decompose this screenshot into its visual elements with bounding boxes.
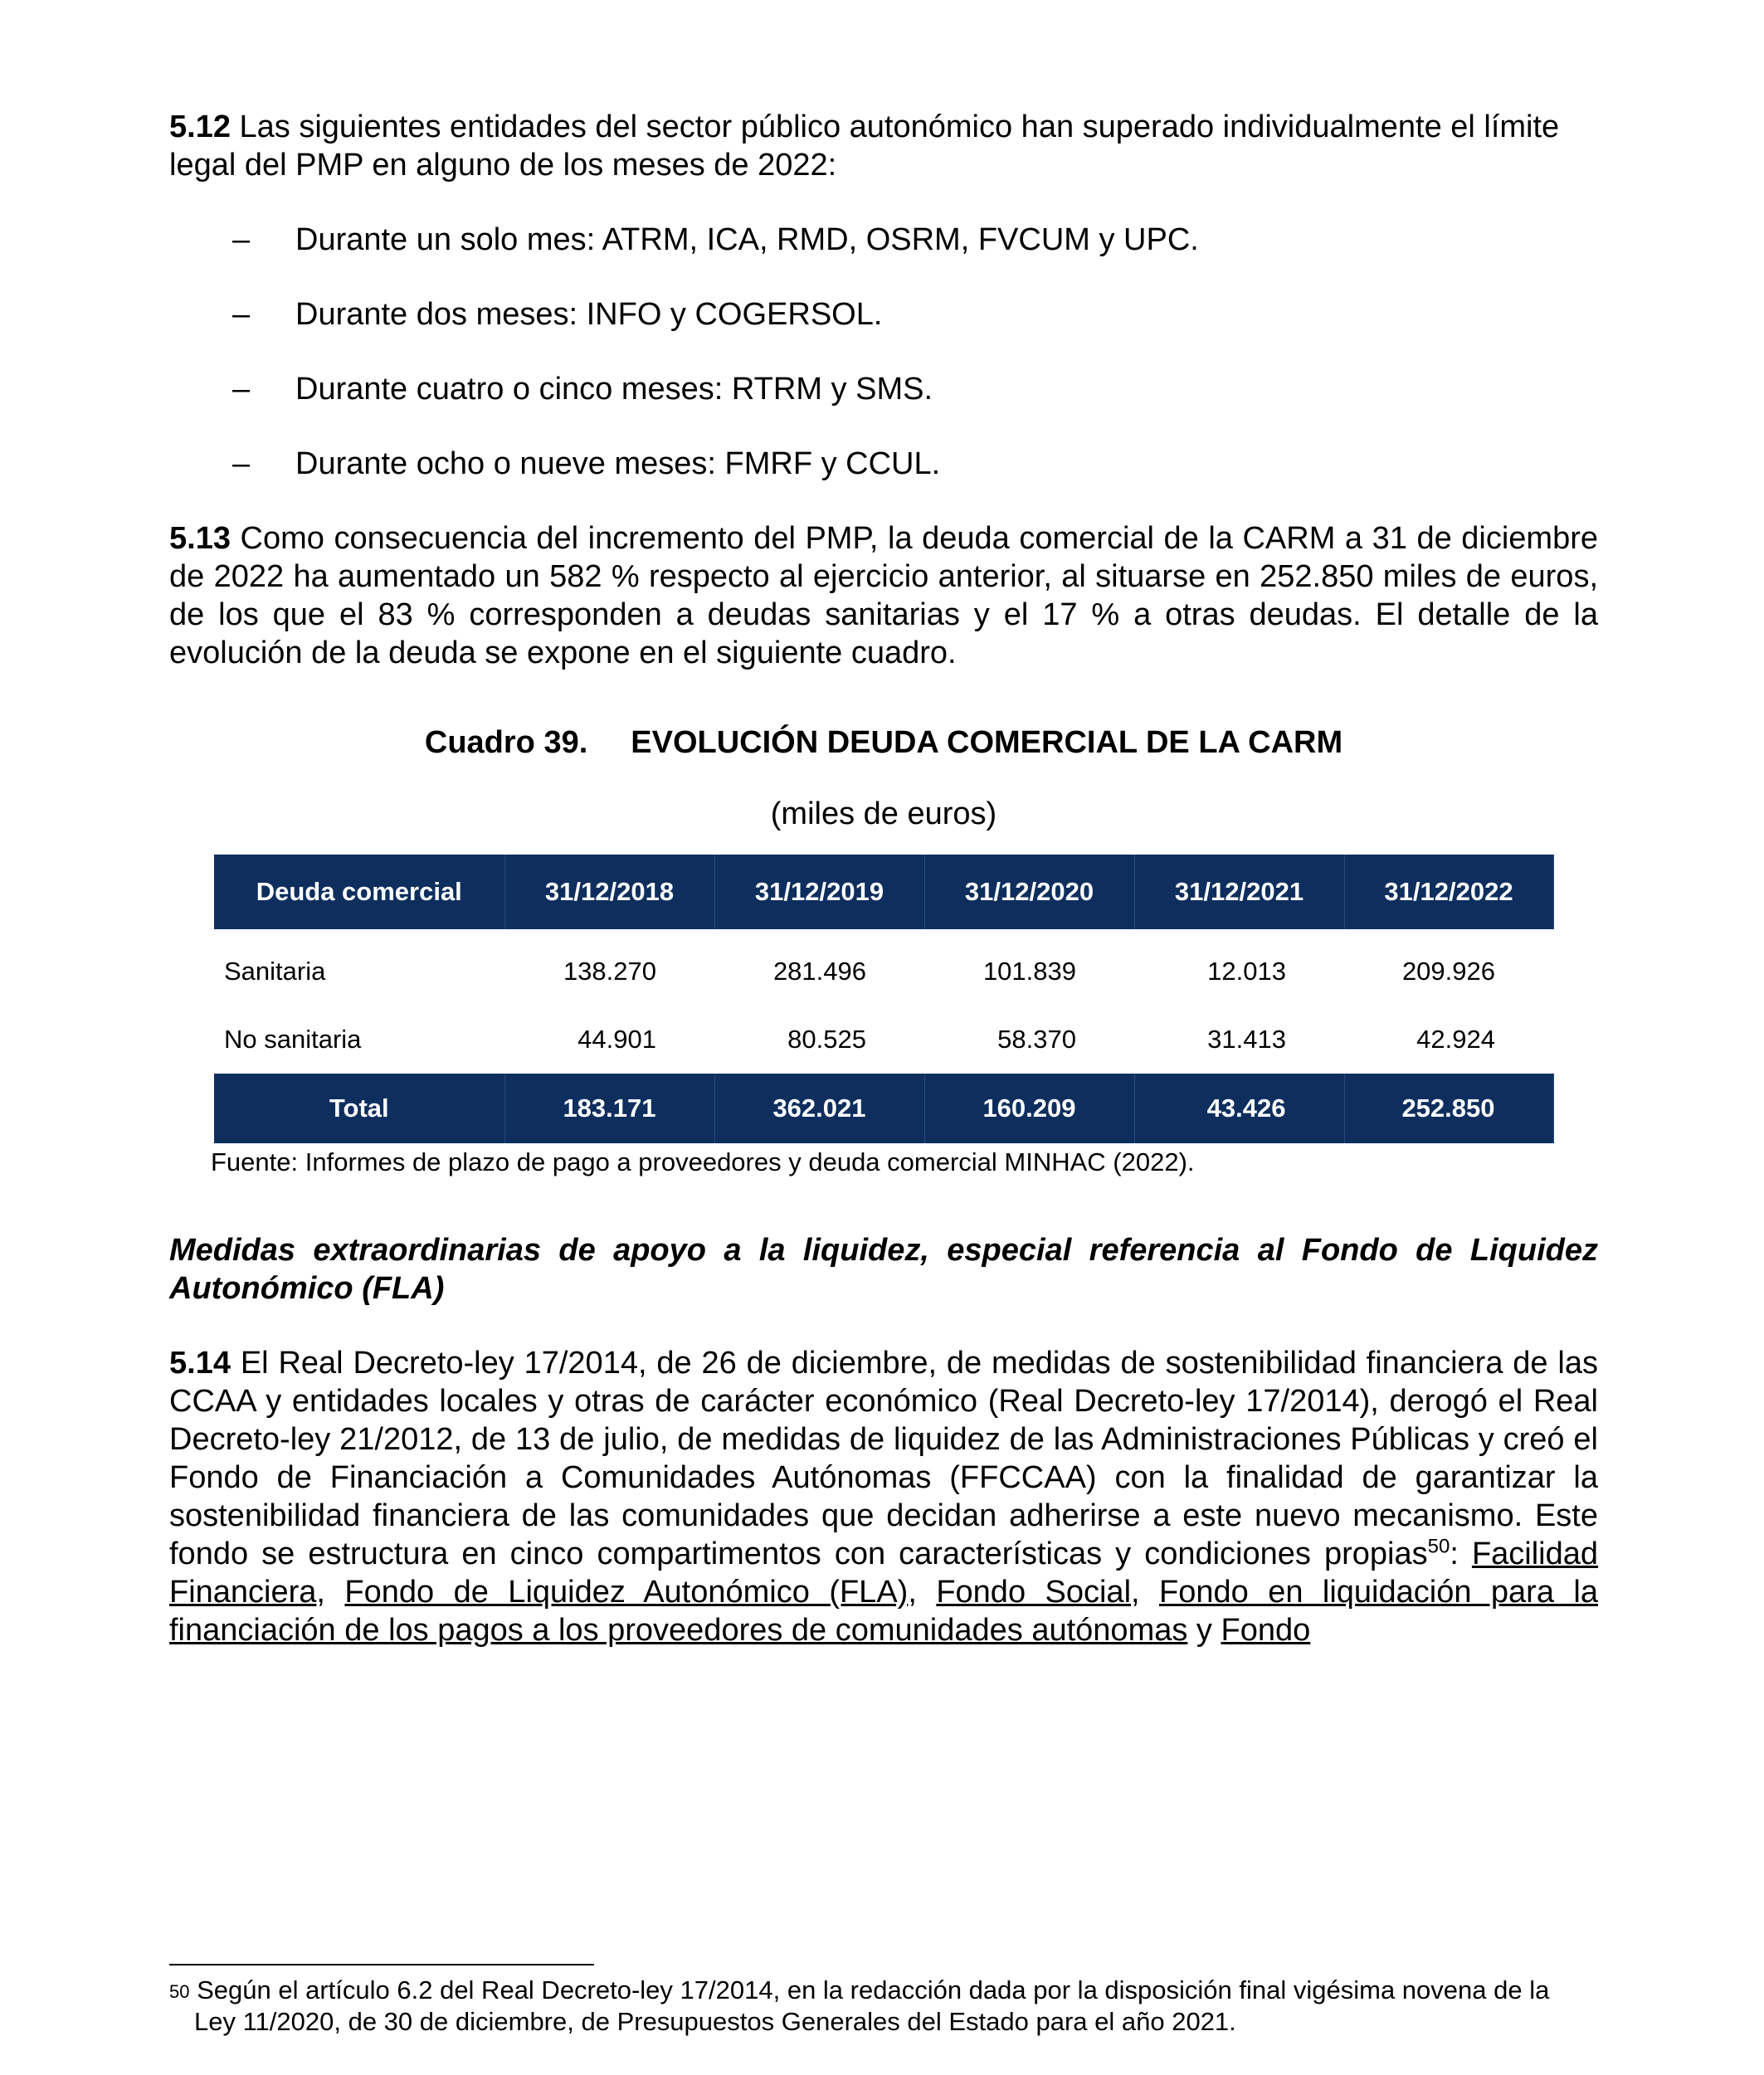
footnote-number: 50: [169, 1981, 190, 2002]
total-label: Total: [214, 1074, 504, 1143]
link-fla[interactable]: Fondo de Liquidez Autonómico (FLA): [344, 1575, 909, 1610]
column-header: 31/12/2022: [1344, 855, 1553, 929]
link-fondo[interactable]: Fondo: [1221, 1613, 1311, 1648]
column-header: 31/12/2020: [924, 855, 1134, 929]
list-item: [169, 221, 1598, 259]
caption-label: Cuadro 39.: [424, 725, 588, 760]
page-content: [169, 108, 1598, 1649]
table-header-row: [214, 855, 1553, 929]
column-header: 31/12/2021: [1134, 855, 1344, 929]
punctuation: :: [1450, 1537, 1472, 1571]
list-item: [169, 295, 1598, 334]
paragraph-text: Las siguientes entidades del sector público autonómico han superado individualmente el límite legal del PMP en alguno de los meses de 2022:: [169, 110, 1560, 183]
row-label: No sanitaria: [224, 1025, 362, 1054]
table-cell: 42.924: [1416, 1025, 1495, 1054]
table-cell: 281.496: [772, 957, 866, 986]
link-facilidad-financiera[interactable]: Facilidad Financiera: [169, 1537, 1599, 1610]
list-item: [169, 370, 1598, 408]
table-cell: 58.370: [997, 1025, 1076, 1054]
paragraph-text: El Real Decreto-ley 17/2014, de 26 de diciembre, de medidas de sostenibilidad financiera de las CCAA y entidades locales y otras de carácter económico (Real Decreto-ley 17/2014), derogó el Real Decreto-ley 21/2012, de 13 de julio, de medidas de liquidez de las Administraciones Públicas y creó el Fondo de Financiación a Comunidades Autónomas (FFCCAA) con la finalidad de garantizar la sostenibilidad financiera de las comunidades que decidan adherirse a este nuevo mecanismo. Este fondo se estructura en cinco compartimentos con características y condiciones propias: [169, 1346, 1598, 1571]
table-cell: 138.270: [563, 957, 656, 986]
punctuation: ,: [908, 1575, 937, 1610]
dash-bullet: –: [232, 222, 251, 257]
table-units: (miles de euros): [770, 796, 997, 831]
list-item-text: Durante ocho o nueve meses: FMRF y CCUL.: [295, 446, 941, 481]
section-heading: Medidas extraordinarias de apoyo a la liquidez, especial referencia al Fondo de Liquidez Autonómico (FLA): [169, 1233, 1598, 1306]
row-label: Sanitaria: [224, 957, 326, 986]
table-cell: 209.926: [1401, 957, 1495, 986]
column-header: 31/12/2018: [504, 855, 714, 929]
column-header: Deuda comercial: [214, 855, 504, 929]
list-item: [169, 445, 1598, 483]
dash-bullet: –: [232, 446, 251, 481]
caption-title: EVOLUCIÓN DEUDA COMERCIAL DE LA CARM: [631, 725, 1343, 760]
table-cell: 80.525: [787, 1025, 866, 1054]
conjunction: y: [1187, 1613, 1221, 1648]
paragraph-5-14: [169, 1344, 1598, 1649]
punctuation: ,: [316, 1575, 345, 1610]
footnote-50: [169, 1975, 1598, 2038]
table-row: [214, 1006, 1553, 1074]
table-row: [214, 929, 1553, 1006]
table-caption: [169, 723, 1598, 762]
paragraph-5-13: [169, 519, 1598, 672]
paragraph-number: 5.12: [169, 110, 231, 144]
column-header: 31/12/2019: [714, 855, 924, 929]
paragraph-number: 5.13: [169, 521, 231, 556]
punctuation: ,: [1131, 1575, 1160, 1610]
debt-table: [214, 855, 1554, 1143]
table-source: Fuente: Informes de plazo de pago a proveedores y deuda comercial MINHAC (2022).: [211, 1147, 1195, 1176]
dash-bullet: –: [232, 297, 251, 332]
list-item-text: Durante cuatro o cinco meses: RTRM y SMS.: [295, 372, 933, 407]
paragraph-number: 5.14: [169, 1346, 231, 1381]
footnote-line-2: Ley 11/2020, de 30 de diciembre, de Presupuestos Generales del Estado para el año 2021.: [194, 2007, 1236, 2036]
total-cell: 362.021: [714, 1074, 924, 1143]
link-fondo-social[interactable]: Fondo Social: [936, 1575, 1132, 1610]
table-total-row: [214, 1074, 1553, 1143]
total-cell: 183.171: [504, 1074, 714, 1143]
paragraph-5-12: [169, 108, 1598, 184]
footnote-reference[interactable]: 50: [1427, 1535, 1450, 1558]
total-cell: 43.426: [1134, 1074, 1344, 1143]
table-cell: 101.839: [982, 957, 1076, 986]
link-fondo-en-liquidacion[interactable]: Fondo en liquidación para la financiación de los pagos a los proveedores de comunidades autónomas: [169, 1575, 1598, 1648]
total-cell: 252.850: [1344, 1074, 1553, 1143]
table-cell: 12.013: [1207, 957, 1286, 986]
entity-list: [169, 221, 1598, 483]
table-cell: 44.901: [577, 1025, 656, 1054]
footnote-line-1: Según el artículo 6.2 del Real Decreto-ley 17/2014, en la redacción dada por la disposición final vigésima novena de la: [197, 1975, 1550, 2004]
paragraph-text: Como consecuencia del incremento del PMP, la deuda comercial de la CARM a 31 de diciembre de 2022 ha aumentado un 582 % respecto al ejercicio anterior, al situarse en 252.850 miles de euros, de los que el 83 % corresponden a deudas sanitarias y el 17 % a otras deudas. El detalle de la evolución de la deuda se expone en el siguiente cuadro.: [169, 521, 1598, 670]
total-cell: 160.209: [924, 1074, 1134, 1143]
dash-bullet: –: [232, 372, 251, 407]
list-item-text: Durante un solo mes: ATRM, ICA, RMD, OSRM, FVCUM y UPC.: [295, 222, 1199, 257]
footnote-divider: [169, 1964, 594, 1965]
list-item-text: Durante dos meses: INFO y COGERSOL.: [295, 297, 883, 332]
table-cell: 31.413: [1207, 1025, 1286, 1054]
